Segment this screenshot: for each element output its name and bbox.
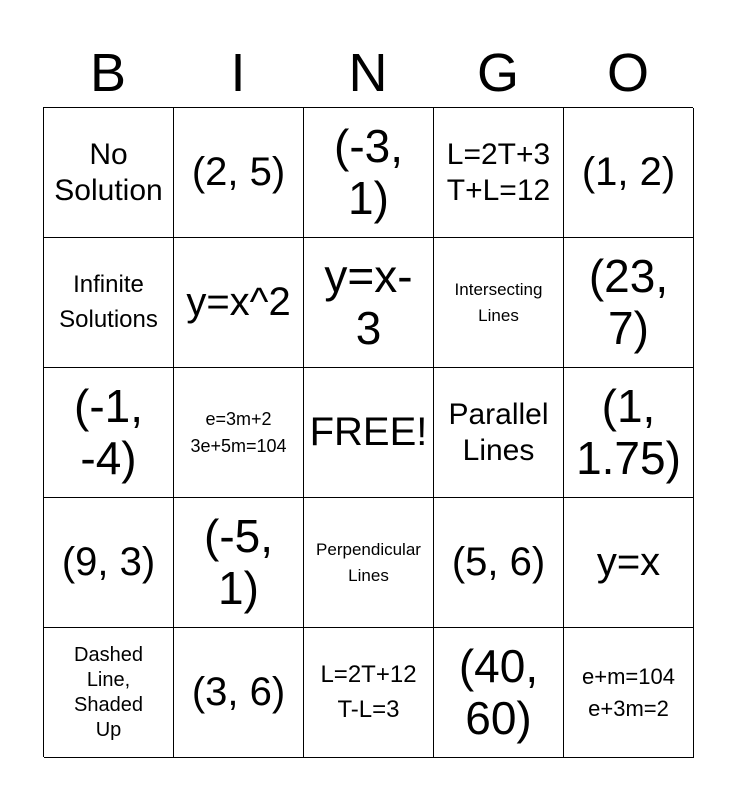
- bingo-cell-g1: [434, 108, 564, 238]
- bingo-cell-b5: [44, 628, 174, 758]
- cell-text: e=3m+2 3e+5m=104: [190, 409, 287, 456]
- cell-text: (9, 3): [61, 540, 156, 585]
- cell-text: (2, 5): [191, 150, 286, 195]
- bingo-cell-i4: [174, 498, 304, 628]
- bingo-cell-i1: [174, 108, 304, 238]
- cell-text: Intersecting Lines: [454, 280, 543, 325]
- bingo-cell-n1: [304, 108, 434, 238]
- bingo-cell-b2: [44, 238, 174, 368]
- bingo-cell-i5: [174, 628, 304, 758]
- cell-text: (-5, 1): [204, 509, 273, 614]
- bingo-cell-o2: [564, 238, 694, 368]
- bingo-cell-b1: [44, 108, 174, 238]
- bingo-cell-o4: [564, 498, 694, 628]
- header-letter-b: B: [89, 43, 127, 103]
- bingo-cell-g3: [434, 368, 564, 498]
- header-letter-n: N: [348, 43, 388, 103]
- bingo-cell-o5: [564, 628, 694, 758]
- bingo-cell-b4: [44, 498, 174, 628]
- cell-text: (-1, -4): [74, 379, 143, 484]
- bingo-cell-n5: [304, 628, 434, 758]
- bingo-cell-o3: [564, 368, 694, 498]
- cell-text: (1, 1.75): [576, 379, 681, 484]
- cell-text: (-3, 1): [334, 119, 403, 224]
- cell-text: y=x^2: [186, 280, 291, 325]
- cell-text: (40, 60): [458, 639, 539, 744]
- cell-text: (1, 2): [581, 150, 676, 195]
- bingo-header: [43, 40, 693, 106]
- bingo-cell-i2: [174, 238, 304, 368]
- bingo-cell-n4: [304, 498, 434, 628]
- cell-text: e+m=104 e+3m=2: [582, 663, 675, 721]
- cell-text: Infinite Solutions: [59, 270, 158, 333]
- cell-text: (3, 6): [191, 670, 286, 715]
- bingo-cell-n2: [304, 238, 434, 368]
- header-letter-o: O: [606, 43, 649, 103]
- cell-text: No Solution: [54, 137, 163, 207]
- cell-text: Parallel Lines: [448, 397, 549, 467]
- bingo-cell-g2: [434, 238, 564, 368]
- bingo-board: [43, 107, 693, 757]
- bingo-cell-i3: [174, 368, 304, 498]
- cell-text: (5, 6): [451, 540, 546, 585]
- cell-text: Dashed Line, Shaded Up: [74, 643, 143, 741]
- bingo-cell-free: [304, 368, 434, 498]
- cell-text: L=2T+12 T-L=3: [320, 660, 417, 723]
- bingo-cell-g5: [434, 628, 564, 758]
- cell-text: L=2T+3 T+L=12: [446, 137, 551, 207]
- cell-text: (23, 7): [588, 249, 669, 354]
- header-letter-i: I: [230, 43, 246, 103]
- cell-text: y=x- 3: [324, 249, 413, 354]
- bingo-cell-b3: [44, 368, 174, 498]
- cell-text: Perpendicular Lines: [316, 540, 421, 585]
- bingo-cell-o1: [564, 108, 694, 238]
- cell-text: y=x: [596, 540, 661, 585]
- cell-text: FREE!: [309, 410, 428, 455]
- bingo-cell-g4: [434, 498, 564, 628]
- header-letter-g: G: [476, 43, 519, 103]
